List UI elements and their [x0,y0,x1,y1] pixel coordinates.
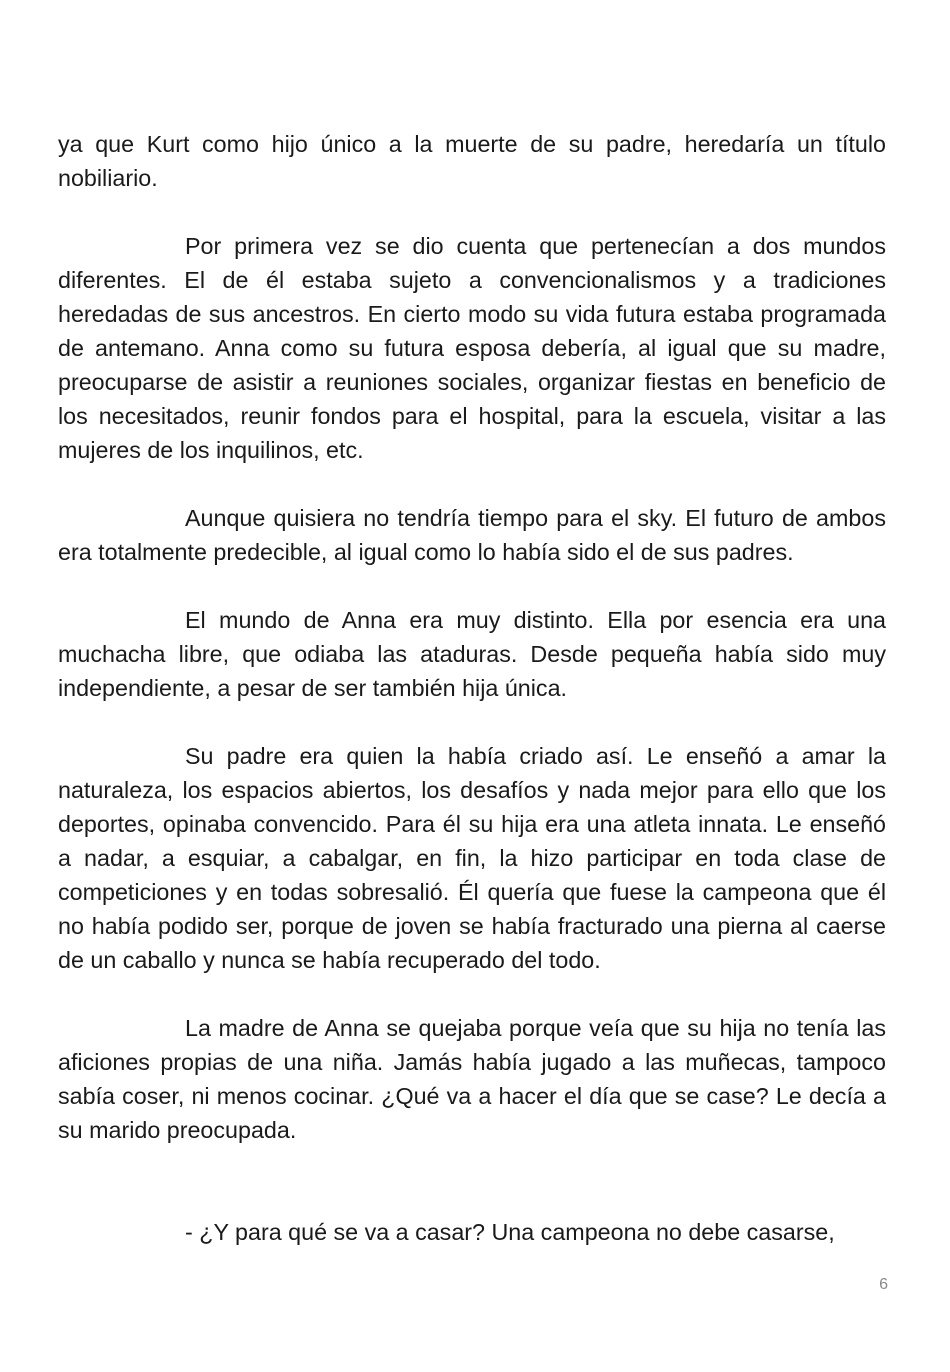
document-body [58,127,886,1249]
paragraph-5: Su padre era quien la había criado así. Le enseñó a amar la naturaleza, los espacios abiertos, los desafíos y nada mejor para ello que los deportes, opinaba convencido. Para él su hija era una atleta innata. Le enseñó a nadar, a esquiar, a cabalgar, en fin, la hizo participar en toda clase de competiciones y en todas sobresalió. Él quería que fuese la campeona que él no había podido ser, porque de joven se había fracturado una pierna al caerse de un caballo y nunca se había recuperado del todo. [58,743,886,973]
page-number: 6 [879,1276,888,1293]
paragraph-4: El mundo de Anna era muy distinto. Ella por esencia era una muchacha libre, que odiaba las ataduras. Desde pequeña había sido muy independiente, a pesar de ser también hija única. [58,607,886,701]
paragraph-6: La madre de Anna se quejaba porque veía que su hija no tenía las aficiones propias de una niña. Jamás había jugado a las muñecas, tampoco sabía coser, ni menos cocinar. ¿Qué va a hacer el día que se case? Le decía a su marido preocupada. [58,1015,886,1143]
paragraph-1: ya que Kurt como hijo único a la muerte de su padre, heredaría un título nobiliario. [58,131,886,191]
paragraph-7: - ¿Y para qué se va a casar? Una campeona no debe casarse, [185,1219,835,1245]
paragraph-3: Aunque quisiera no tendría tiempo para el sky. El futuro de ambos era totalmente predecible, al igual como lo había sido el de sus padres. [58,505,886,565]
paragraph-2: Por primera vez se dio cuenta que pertenecían a dos mundos diferentes. El de él estaba sujeto a convencionalismos y a tradiciones heredadas de sus ancestros. En cierto modo su vida futura estaba programada de antemano. Anna como su futura esposa debería, al igual que su madre, preocuparse de asistir a reuniones sociales, organizar fiestas en beneficio de los necesitados, reunir fondos para el hospital, para la escuela, visitar a las mujeres de los inquilinos, etc. [58,233,886,463]
